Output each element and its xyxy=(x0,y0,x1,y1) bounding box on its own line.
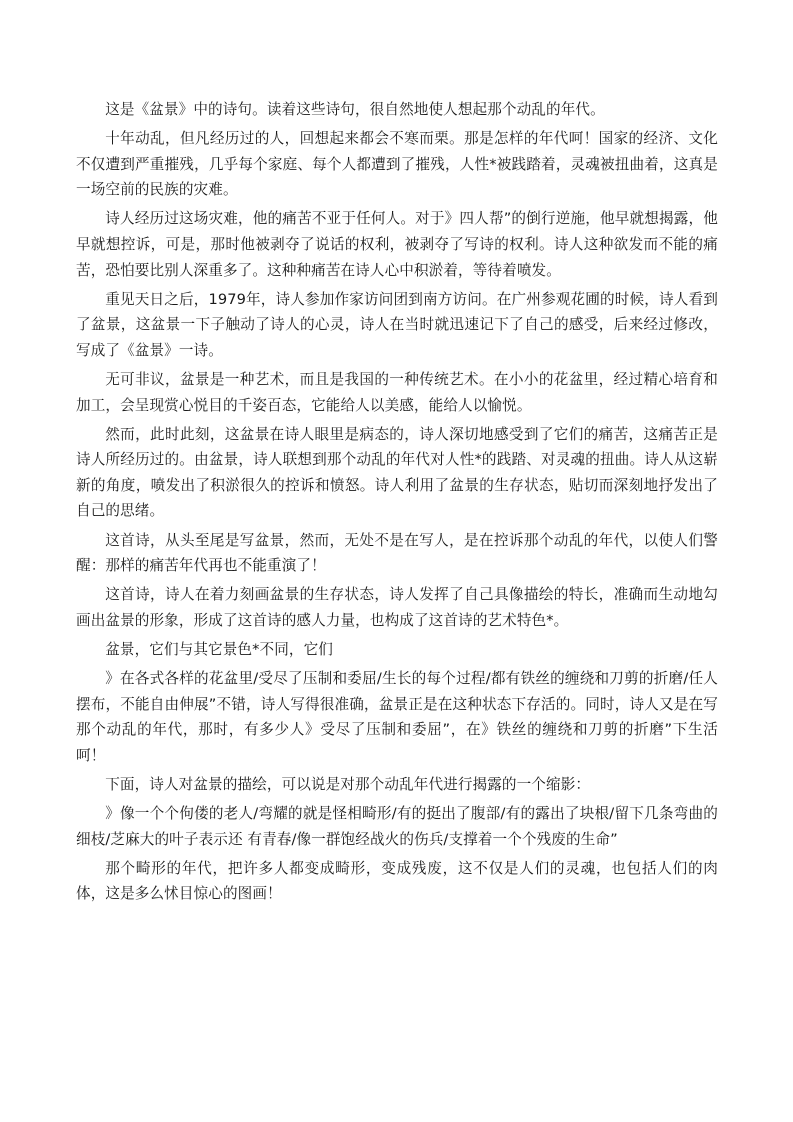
paragraph-11: 下面，诗人对盆景的描绘，可以说是对那个动乱年代进行揭露的一个缩影： xyxy=(105,775,591,793)
paragraph-6: 然而，此时此刻，这盆景在诗人眼里是病态的，诗人深切地感受到了它们的痛苦，这痛苦正是诗人所经历过的。由盆景，诗人联想到那个动乱的年代对人性*的践踏、对灵魂的扭曲。诗人从这崭新的角度，喷发出了积淤很久的控诉和愤怒。诗人利用了盆景的生存状态，贴切而深刻地抒发出了自己的思绪。 xyxy=(76,425,718,520)
paragraph-3: 诗人经历过这场灾难，他的痛苦不亚于任何人。对于》四人帮”的倒行逆施，他早就想揭露，他早就想控诉，可是，那时他被剥夺了说话的权利，被剥夺了写诗的权利。诗人这种欲发而不能的痛苦，恐怕要比别人深重多了。这种种痛苦在诗人心中积淤着，等待着喷发。 xyxy=(76,210,718,279)
document-body xyxy=(76,97,718,907)
paragraph-10: 》在各式各样的花盆里/受尽了压制和委屈/生长的每个过程/都有铁丝的缠绕和刀剪的折磨/任人摆布，不能自由伸展”不错，诗人写得很准确，盆景正是在这种状态下存活的。同时，诗人又是在写那个动乱的年代，那时，有多少人》受尽了压制和委屈”，在》铁丝的缠绕和刀剪的折磨”下生活呵！ xyxy=(76,669,718,764)
paragraph-4: 重见天日之后，1979年，诗人参加作家访问团到南方访问。在广州参观花圃的时候，诗人看到了盆景，这盆景一下子触动了诗人的心灵，诗人在当时就迅速记下了自己的感受，后来经过修改，写成了《盆景》一诗。 xyxy=(76,290,718,359)
paragraph-2: 十年动乱，但凡经历过的人，回想起来都会不寒而栗。那是怎样的年代呵！国家的经济、文化不仅遭到严重摧残，几乎每个家庭、每个人都遭到了摧残，人性*被践踏着，灵魂被扭曲着，这真是一场空前的民族的灾难。 xyxy=(76,130,718,199)
paragraph-9: 盆景，它们与其它景色*不同，它们 xyxy=(105,640,333,658)
paragraph-7: 这首诗，从头至尾是写盆景，然而，无处不是在写人，是在控诉那个动乱的年代，以使人们警醒：那样的痛苦年代再也不能重演了！ xyxy=(76,531,718,575)
paragraph-1: 这是《盆景》中的诗句。读着这些诗句，很自然地使人想起那个动乱的年代。 xyxy=(105,101,605,118)
paragraph-8: 这首诗，诗人在着力刻画盆景的生存状态，诗人发挥了自己具像描绘的特长，准确而生动地勾画出盆景的形象，形成了这首诗的感人力量，也构成了这首诗的艺术特色*。 xyxy=(76,586,718,629)
paragraph-13: 那个畸形的年代，把许多人都变成畸形，变成残废，这不仅是人们的灵魂，也包括人们的肉体，这是多么怵目惊心的图画！ xyxy=(76,859,718,903)
paragraph-12: 》像一个个佝偻的老人/弯耀的就是怪相畸形/有的挺出了腹部/有的露出了块根/留下几条弯曲的细枝/芝麻大的叶子表示还 有青春/像一群饱经战火的伤兵/支撑着一个个残废的生命” xyxy=(76,804,718,848)
paragraph-5: 无可非议，盆景是一种艺术，而且是我国的一种传统艺术。在小小的花盆里，经过精心培育和加工，会呈现赏心悦目的千姿百态，它能给人以美感，能给人以愉悦。 xyxy=(76,370,718,414)
